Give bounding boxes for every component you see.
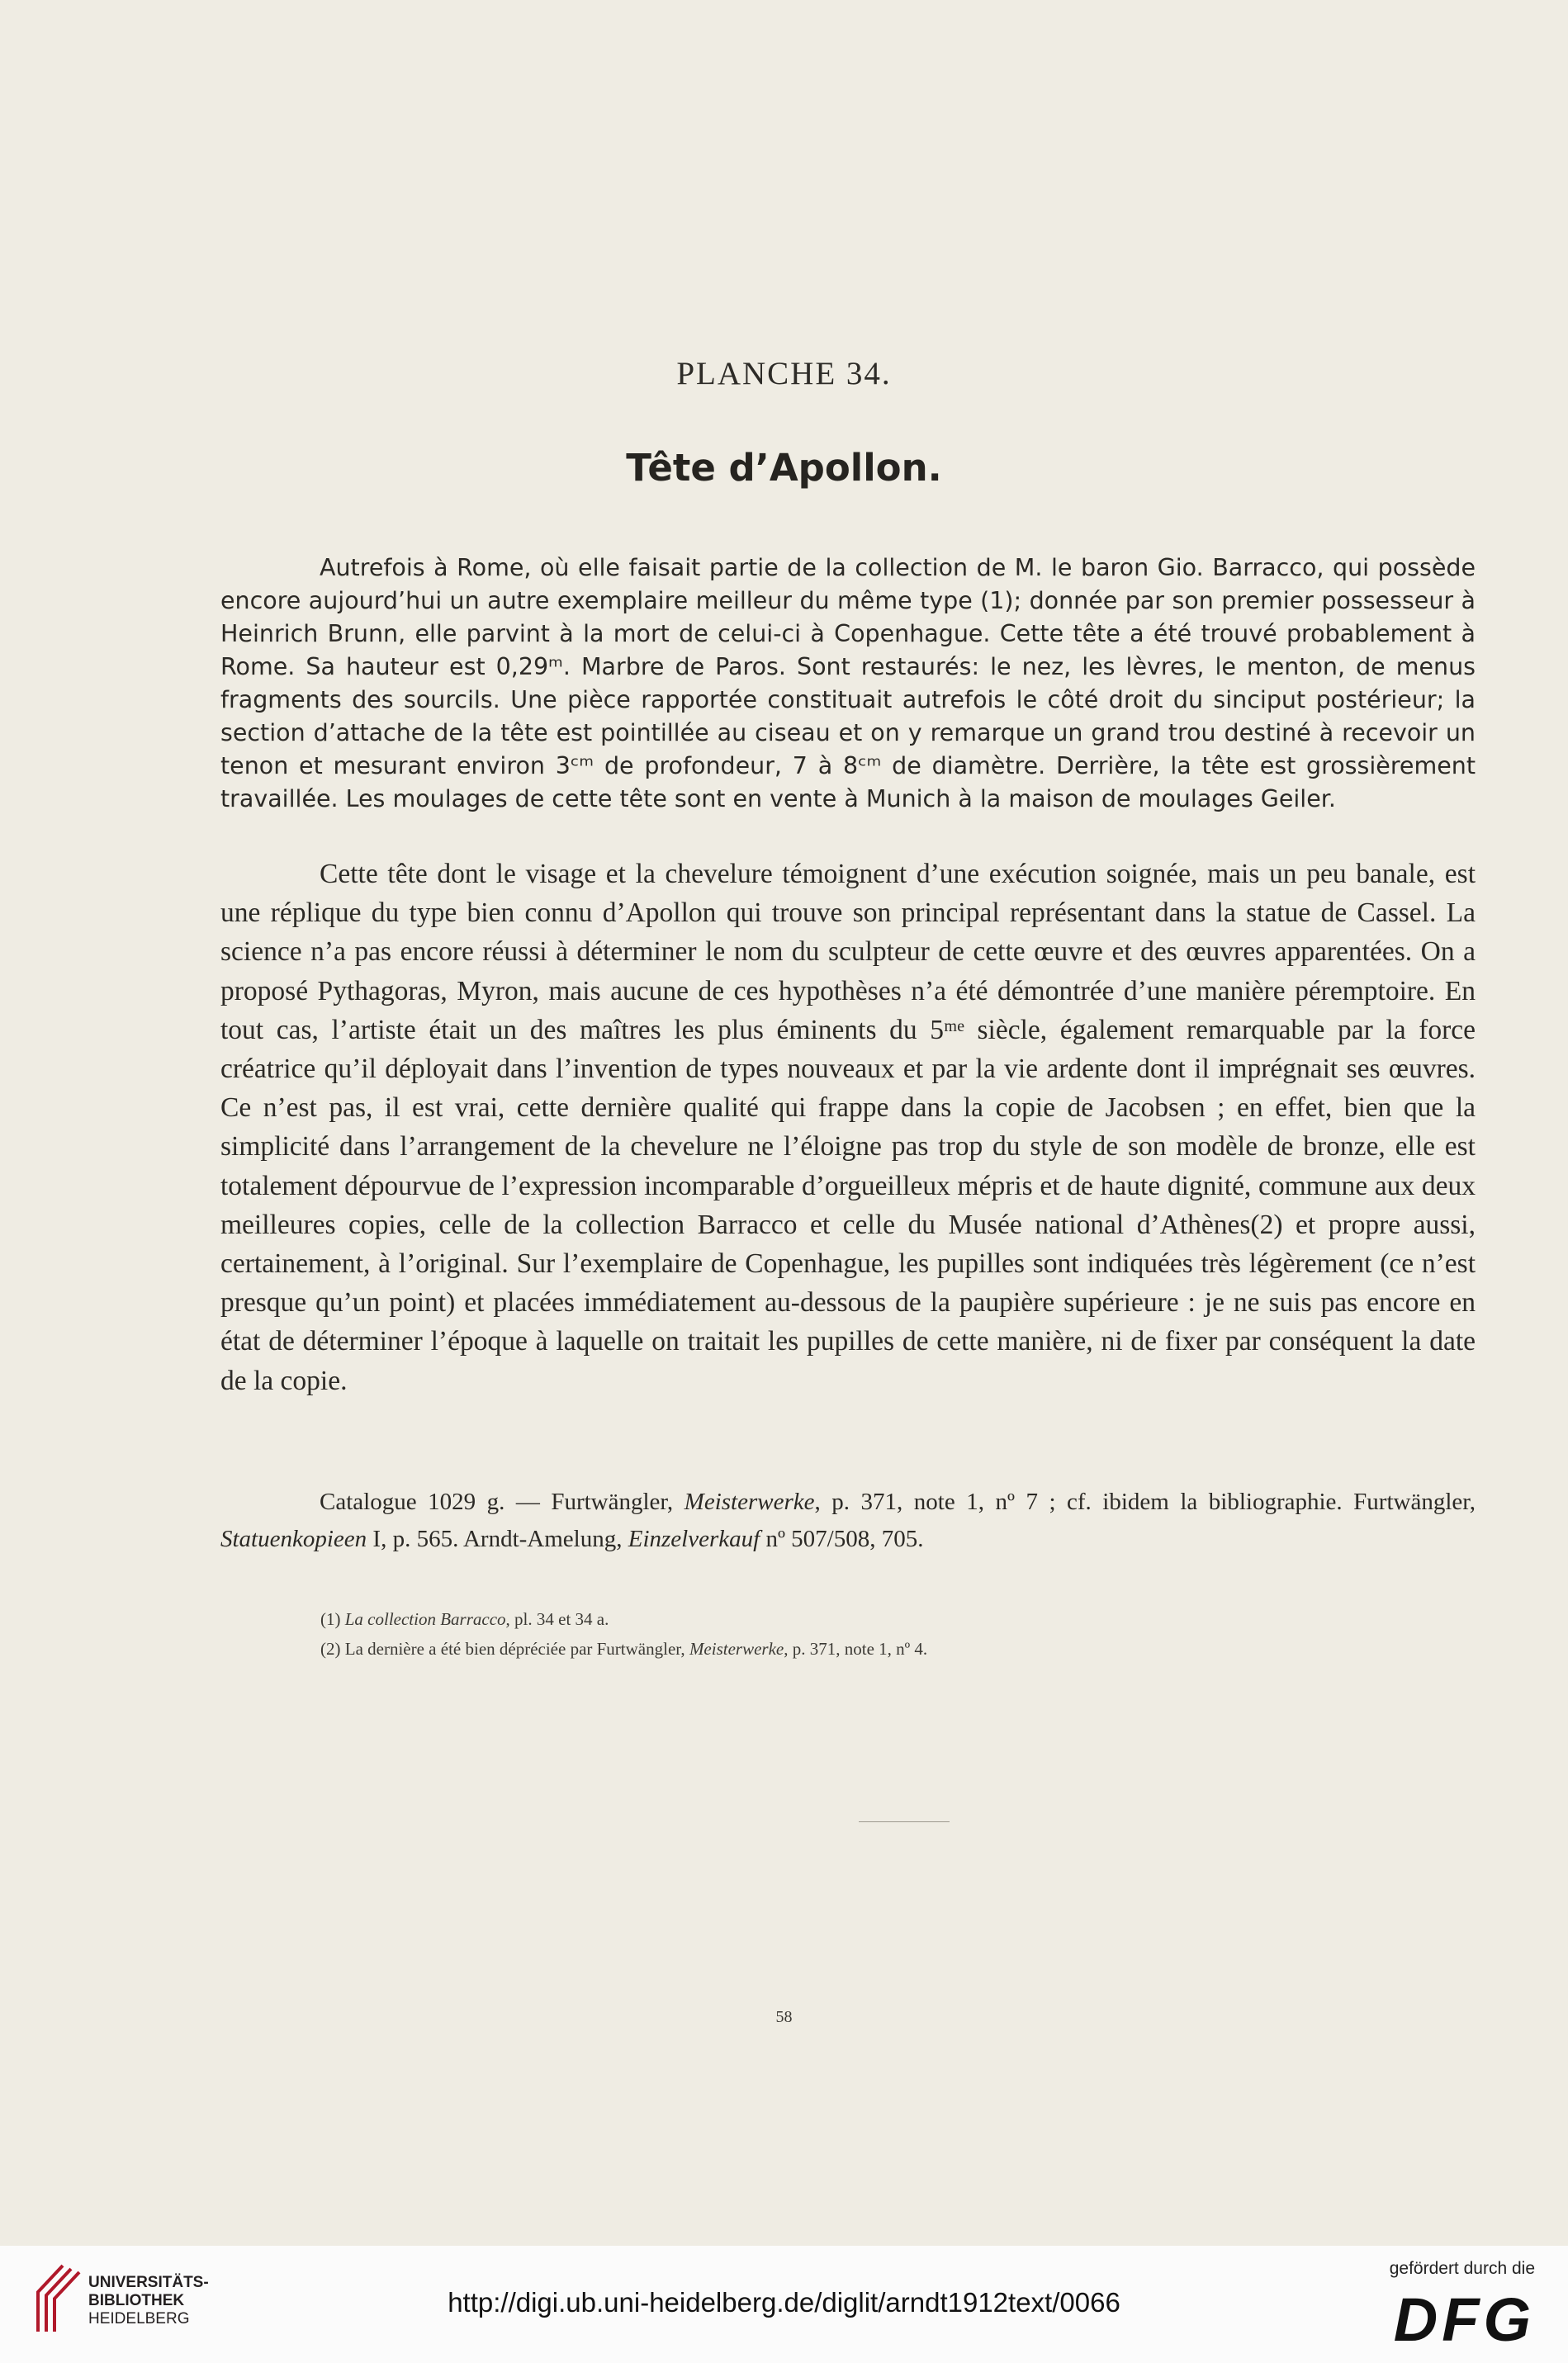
paragraph-description: Autrefois à Rome, où elle faisait partie de la collection de M. le baron Gio. Barracco, qui possède encore aujourd’hui un autre exemplaire meilleur du même type (1); donnée par son premier possesseur à Heinrich Brunn, elle parvint à la mort de celui-ci à Copenhague. Cette tête a été trouvé probablement à Rome. Sa hauteur est 0,29ᵐ. Marbre de Paros. Sont restaurés: le nez, les lèvres, le menton, de menus fragments des sourcils. Une pièce rapportée constituait autrefois le côté droit du sinciput postérieur; la section d’attache de la tête est pointillée au ciseau et on y remarque un grand trou destiné à recevoir un tenon et mesurant environ 3ᶜᵐ de profondeur, 7 à 8ᶜᵐ de diamètre. Derrière, la tête est grossièrement travaillée. Les moulages de cette tête sont en vente à Munich à la maison de moulages Geiler. [220,554,1476,812]
page-number: 58 [775,2008,793,2026]
catalogue-references [220,1484,1476,1558]
footnote-title: Meisterwerke [689,1639,784,1659]
footer-bar [0,2246,1568,2363]
footnote-text: , p. 371, note 1, nº 4. [784,1639,928,1659]
catalogue-text: I, p. 565. Arndt-Amelung, [367,1526,628,1552]
catalogue-text: , p. 371, note 1, nº 7 ; cf. ibidem la bibliographie. Furtwängler, [814,1489,1476,1515]
footnote-number: (2) [320,1639,341,1659]
end-rule [859,1821,950,1822]
catalogue-title: Statuenkopieen [220,1526,367,1552]
funded-by-label: gefördert durch die [1389,2259,1535,2278]
library-line: BIBLIOTHEK [88,2292,185,2309]
paragraph-discussion: Cette tête dont le visage et la chevelure témoignent d’une exécution soignée, mais un peu banale, est une réplique du type bien connu d’Apollon qui trouve son principal représentant dans la statue de Cassel. La science n’a pas encore réussi à déterminer le nom du sculpteur de cette œuvre et des œuvres apparentées. On a proposé Pythagoras, Myron, mais aucune de ces hypothèses n’a été démontrée d’une manière péremptoire. En tout cas, l’artiste était un des maîtres les plus éminents du 5ᵐᵉ siècle, également remarquable par la force créatrice qu’il déployait dans l’invention de types nouveaux et par la vie ardente dont il imprégnait ses œuvres. Ce n’est pas, il est vrai, cette dernière qualité qui frappe dans la copie de Jacobsen ; en effet, bien que la simplicité dans l’arrangement de la chevelure ne l’éloigne pas trop du style de son modèle de bronze, elle est totalement dépourvue de l’expression incomparable d’orgueilleux mépris et de haute dignité, commune aux deux meilleures copies, celle de la collection Barracco et celle du Musée national d’Athènes(2) et propre aussi, certainement, à l’original. Sur l’exemplaire de Copenhague, les pupilles sont indiquées très légèrement (ce n’est presque qu’un point) et placées immédiatement au-dessous de la paupière supérieure : je ne suis pas encore en état de déterminer l’époque à laquelle on traitait les pupilles de cette manière, ni de fixer par conséquent la date de la copie. [220,859,1476,1396]
catalogue-title: Einzelverkauf [628,1526,760,1552]
footnote-title: La collection Barracco [344,1609,506,1629]
footnote-number: (1) [320,1609,341,1629]
permalink[interactable]: http://digi.ub.uni-heidelberg.de/diglit/arndt1912text/0066 [448,2287,1120,2318]
footnotes [320,1604,1460,1664]
dfg-logo: DFG [1393,2285,1535,2354]
footnote-1 [320,1604,1460,1634]
footnote-2 [320,1634,1460,1664]
footnote-text: La dernière a été bien dépréciée par Furtwängler, [344,1639,689,1659]
library-line: UNIVERSITÄTS- [88,2274,209,2291]
page-title: Tête d’Apollon. [626,446,942,490]
catalogue-text: Catalogue 1029 g. — Furtwängler, [320,1489,685,1515]
library-line: HEIDELBERG [88,2310,190,2327]
footnote-text: , pl. 34 et 34 a. [505,1609,609,1629]
catalogue-text: nº 507/508, 705. [760,1526,924,1552]
catalogue-title: Meisterwerke [684,1489,815,1515]
plate-number: PLANCHE 34. [676,356,892,391]
